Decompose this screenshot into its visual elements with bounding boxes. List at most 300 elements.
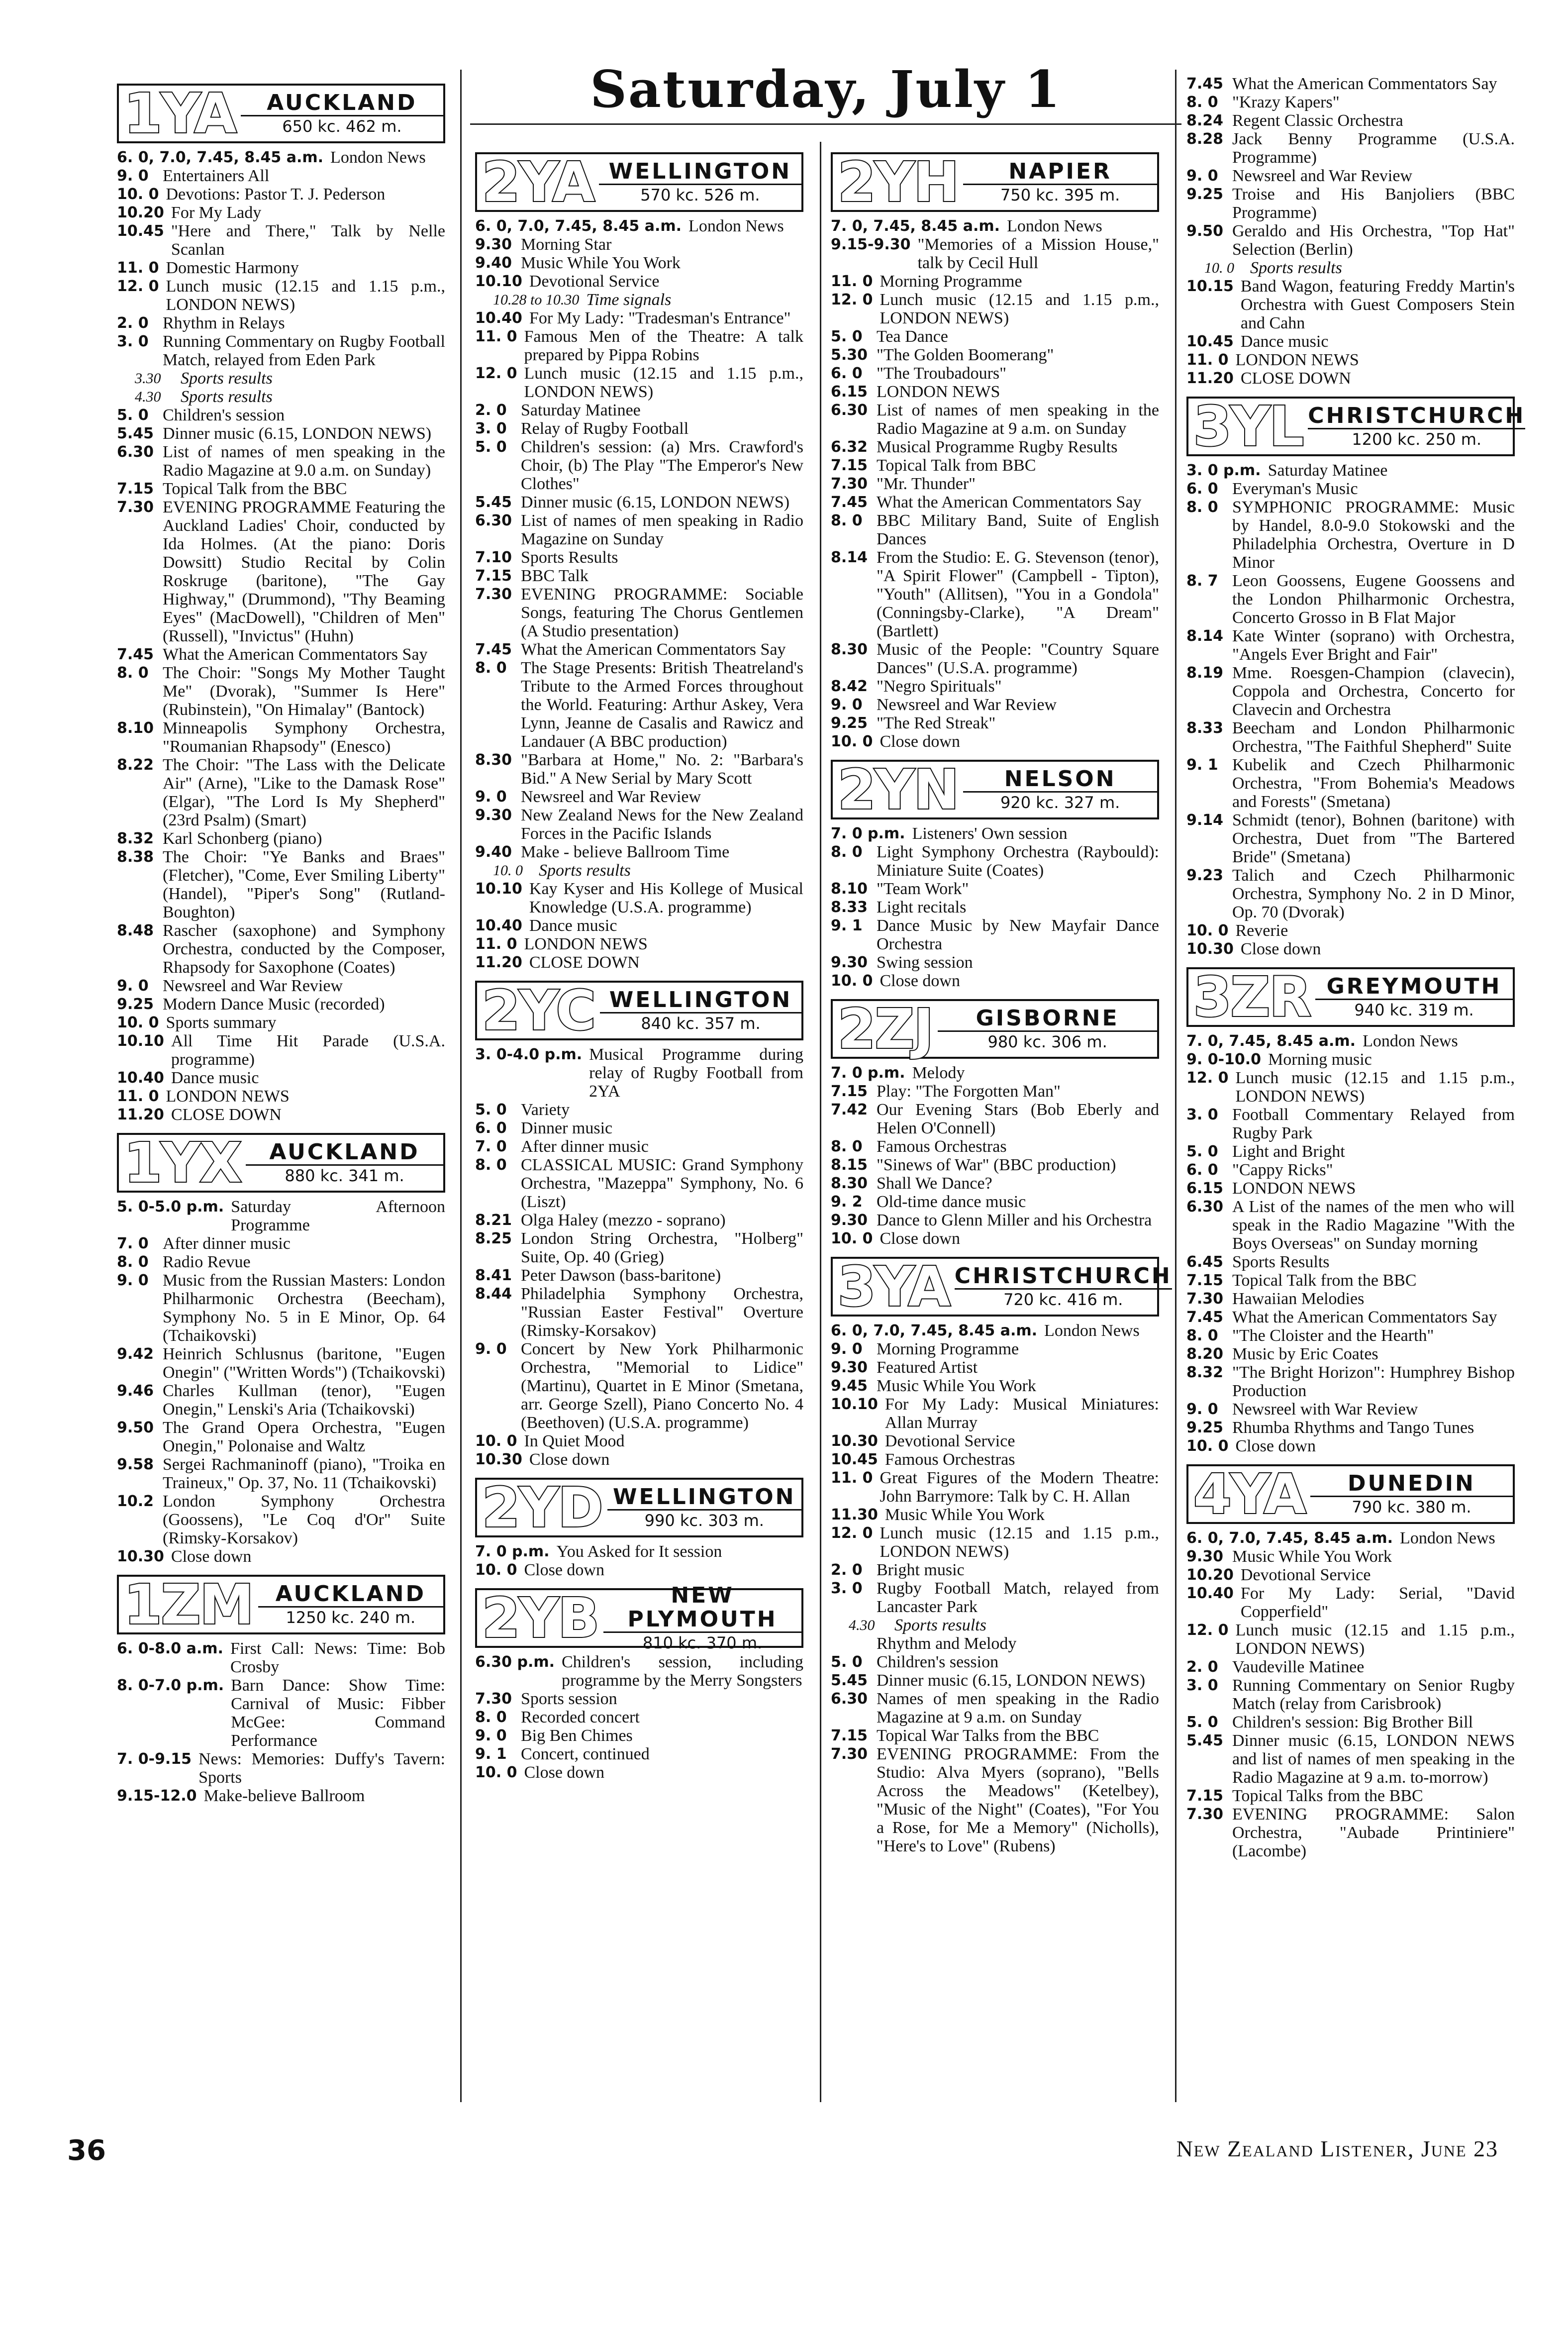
programme-description: Kate Winter (soprano) with Orchestra, "Angels Ever Bright and Fair" (1232, 627, 1515, 664)
station-call-sign: 2YA (482, 150, 594, 214)
programme-description: You Asked for It session (556, 1542, 722, 1561)
programme-time: 8.25 (475, 1230, 512, 1247)
programme-description: Topical Talk from the BBC (1232, 1271, 1417, 1290)
programme-description: Topical Talks from the BBC (1232, 1787, 1423, 1805)
programme-description: "Mr. Thunder" (877, 475, 976, 493)
programme-time: 8.44 (475, 1285, 512, 1303)
programme-description: Dinner music (6.15, LONDON NEWS) (163, 424, 432, 443)
programme-entry (831, 953, 1159, 972)
programme-time: 5.45 (831, 1672, 868, 1689)
programme-description: Children's session: Big Brother Bill (1232, 1713, 1473, 1731)
station-frequency: 790 kc. 380 m. (1310, 1496, 1513, 1517)
programme-description: Music While You Work (877, 1377, 1036, 1395)
station-header (475, 1478, 803, 1537)
programme-time: 10.40 (475, 309, 522, 327)
programme-entry (475, 1763, 803, 1782)
programme-time: 11. 0 (117, 259, 159, 277)
programme-entry (475, 1045, 803, 1101)
programme-description: "The Red Streak" (877, 714, 996, 732)
programme-entry (475, 364, 803, 401)
programme-description: Lunch music (12.15 and 1.15 p.m., LONDON NEWS) (1235, 1621, 1515, 1658)
programme-time: 3. 0 p.m. (1186, 462, 1261, 479)
programme-time: 9.30 (831, 1212, 868, 1229)
station-header (475, 1582, 803, 1652)
programme-entry (475, 1211, 803, 1229)
programme-time: 10. 0 (831, 1230, 873, 1247)
programme-time: 6. 0 (1186, 480, 1218, 498)
programme-entry (1186, 1566, 1515, 1584)
programme-time: 7.30 (475, 586, 512, 603)
programme-time: 8. 0 (1186, 499, 1218, 516)
programme-time: 10.2 (117, 1493, 154, 1510)
programme-description: Rhumba Rhythms and Tango Tunes (1232, 1419, 1474, 1437)
station-city: WELLINGTON (609, 987, 792, 1013)
programme-entry (1186, 351, 1515, 369)
programme-description: News: Memories: Duffy's Tavern: Sports (198, 1750, 445, 1787)
programme-description: CLOSE DOWN (171, 1106, 282, 1124)
programme-time: 4.30 (849, 1617, 875, 1633)
programme-entry (831, 438, 1159, 456)
programme-entry (831, 1506, 1159, 1524)
programme-time: 7.45 (831, 494, 868, 511)
programme-description: What the American Commentators Say (163, 645, 428, 664)
programme-description: Sports results (1250, 259, 1342, 277)
programme-entry (1186, 369, 1515, 388)
programme-entry (117, 995, 445, 1014)
programme-entry (1186, 866, 1515, 921)
programme-entry (117, 259, 445, 277)
programme-entry (831, 217, 1159, 235)
programme-description: Concert, continued (521, 1745, 650, 1763)
programme-description: Newsreel and War Review (877, 696, 1057, 714)
programme-description: Close down (1240, 940, 1321, 958)
programme-entry (475, 419, 803, 438)
programme-entry (831, 1340, 1159, 1358)
programme-time: 3. 0-4.0 p.m. (475, 1046, 583, 1063)
programme-description: Rascher (saxophone) and Symphony Orchestra, conducted by the Composer, Rhapsody for Saxophone (Coates) (163, 921, 445, 977)
programme-description: Entertainers All (163, 167, 270, 185)
page-number: 36 (67, 2134, 106, 2167)
programme-entry (1186, 719, 1515, 756)
programme-time: 6. 0, 7.0, 7.45, 8.45 a.m. (1186, 1529, 1393, 1547)
programme-time: 9.25 (1186, 1419, 1224, 1436)
programme-entry (831, 714, 1159, 732)
programme-entry (475, 327, 803, 364)
programme-time: 8.15 (831, 1156, 868, 1174)
programme-time: 9.25 (831, 714, 868, 732)
programme-entry (117, 480, 445, 498)
programme-time: 7. 0, 7.45, 8.45 a.m. (1186, 1032, 1356, 1050)
programme-entry (1186, 1787, 1515, 1805)
programme-time: 8.28 (1186, 130, 1224, 148)
programme-entry (475, 1432, 803, 1450)
programme-time: 10. 0 (1204, 260, 1234, 276)
programme-entry (117, 1419, 445, 1455)
programme-time: 8. 0 (1186, 94, 1218, 111)
programme-time: 10. 0 (475, 1432, 517, 1450)
programme-time: 10.30 (117, 1548, 164, 1565)
programme-time: 9.58 (117, 1456, 154, 1473)
programme-entry (475, 291, 803, 309)
programme-description: Lunch music (12.15 and 1.15 p.m., LONDON NEWS) (1235, 1069, 1515, 1106)
programme-description: Rugby Football Match, relayed from Lancaster Park (877, 1579, 1159, 1616)
programme-description: Dance Music by New Mayfair Dance Orchestra (877, 916, 1159, 953)
programme-time: 10.30 (831, 1432, 878, 1450)
programme-description: Lunch music (12.15 and 1.15 p.m., LONDON NEWS) (880, 1524, 1159, 1561)
programme-time: 2. 0 (475, 402, 507, 419)
programme-description: Sports summary (166, 1014, 277, 1032)
programme-entry (831, 1229, 1159, 1248)
programme-time: 9.23 (1186, 867, 1224, 884)
programme-description: Music from the Russian Masters: London Philharmonic Orchestra (Beecham), Symphony No. 5 in E Minor, Op. 64 (Tchaikovski) (163, 1271, 445, 1345)
programme-time: 10. 0 (117, 1014, 159, 1031)
programme-time: 10.30 (1186, 940, 1234, 958)
station-city: WELLINGTON (608, 158, 792, 184)
programme-time: 7.15 (117, 480, 154, 498)
programme-entry (117, 1492, 445, 1547)
programme-entry (831, 972, 1159, 990)
programme-time: 7.15 (831, 457, 868, 474)
programme-description: The Choir: "Songs My Mother Taught Me" (Dvorak), "Summer Is Here" (Rubinstein), "On Himalay" (Bantock) (163, 664, 445, 719)
programme-description: Music While You Work (1232, 1547, 1392, 1566)
programme-description: All Time Hit Parade (U.S.A. programme) (171, 1032, 445, 1069)
programme-time: 10.10 (475, 273, 522, 290)
programme-description: Music by Eric Coates (1232, 1345, 1378, 1363)
station-frequency: 990 kc. 303 m. (607, 1509, 802, 1530)
programme-description: Kay Kyser and His Kollege of Musical Knowledge (U.S.A. programme) (529, 880, 803, 916)
station-info (1308, 404, 1525, 449)
programme-description: Concert by New York Philharmonic Orchestra, "Memorial to Lidice" (Martinu), Quartet in E Minor (Smetana, arr. George Szell), Piano Concerto No. 4 (Beethoven) (U.S.A. programme) (521, 1340, 803, 1432)
programme-description: BBC Military Band, Suite of English Dances (877, 511, 1159, 548)
programme-entry (475, 1340, 803, 1432)
station-info (1315, 975, 1513, 1020)
programme-entry (831, 272, 1159, 291)
station-frequency: 650 kc. 462 m. (241, 115, 443, 136)
programme-description: Running Commentary on Rugby Football Match, relayed from Eden Park (163, 332, 445, 369)
programme-time: 8. 7 (1186, 572, 1218, 590)
programme-description: Listeners' Own session (912, 824, 1068, 843)
programme-time: 10.10 (117, 1032, 164, 1050)
programme-entry (117, 443, 445, 480)
programme-description: EVENING PROGRAMME: Sociable Songs, featuring The Chorus Gentlemen (A Studio presentation) (521, 585, 803, 640)
programme-time: 10.40 (117, 1069, 164, 1087)
programme-time: 4.30 (135, 389, 161, 405)
programme-entry (1186, 1658, 1515, 1676)
programme-description: Children's session (877, 1653, 999, 1671)
programme-entry (831, 824, 1159, 843)
programme-entry (475, 438, 803, 493)
programme-description: Newsreel with War Review (1232, 1400, 1418, 1419)
programme-entry (1186, 75, 1515, 93)
station-frequency: 720 kc. 416 m. (955, 1288, 1172, 1310)
programme-time: 8.33 (1186, 719, 1224, 737)
programme-entry (831, 1321, 1159, 1340)
programme-entry (475, 1653, 803, 1690)
programme-time: 9. 0 (117, 1272, 149, 1289)
programme-time: 9.46 (117, 1382, 154, 1400)
programme-description: Newsreel and War Review (521, 788, 701, 806)
programme-entry (831, 1726, 1159, 1745)
programme-description: Morning Programme (880, 272, 1022, 291)
programme-time: 7.30 (1186, 1290, 1224, 1308)
station-header (831, 152, 1159, 212)
programme-time: 11. 0 (475, 935, 517, 953)
programme-entry (1186, 1106, 1515, 1142)
programme-time: 7.45 (117, 646, 154, 663)
programme-entry (831, 1616, 1159, 1634)
programme-entry (475, 1119, 803, 1137)
programme-time: 8.42 (831, 678, 868, 695)
programme-entry (117, 1676, 445, 1750)
programme-description: London News (330, 148, 426, 167)
programme-description: Sports session (521, 1690, 617, 1708)
programme-time: 8.30 (475, 751, 512, 769)
programme-entry (475, 1285, 803, 1340)
programme-entry (475, 880, 803, 916)
programme-description: Great Figures of the Modern Theatre: John Barrymore: Talk by C. H. Allan (880, 1469, 1159, 1506)
programme-time: 9.40 (475, 843, 512, 861)
programme-time: 7.30 (117, 499, 154, 516)
programme-entry (117, 1455, 445, 1492)
programme-time: 6. 0 (475, 1119, 507, 1137)
programme-entry (831, 1671, 1159, 1690)
programme-time: 11. 0 (831, 1469, 873, 1487)
programme-entry (1186, 1437, 1515, 1455)
column-4 (1186, 75, 1526, 1860)
programme-entry (117, 848, 445, 921)
programme-entry (1186, 167, 1515, 185)
programme-time: 8. 0-7.0 p.m. (117, 1677, 224, 1694)
programme-description: Close down (1235, 1437, 1316, 1455)
programme-entry (831, 235, 1159, 272)
programme-time: 10. 0 (1186, 1437, 1229, 1455)
programme-description: Modern Dance Music (recorded) (163, 995, 385, 1014)
station-header (831, 760, 1159, 819)
programme-description: "Barbara at Home," No. 2: "Barbara's Bid." A New Serial by Mary Scott (521, 751, 803, 788)
station-city: WELLINGTON (613, 1484, 796, 1510)
programme-description: Musical Programme during relay of Rugby Football from 2YA (589, 1045, 803, 1101)
programme-entry (475, 1690, 803, 1708)
programme-description: "Team Work" (877, 880, 969, 898)
station-call-sign: 2ZJ (838, 997, 933, 1061)
programme-time: 9. 0 (1186, 1401, 1218, 1418)
programme-description: Football Commentary Relayed from Rugby Park (1232, 1106, 1515, 1142)
programme-time: 8.19 (1186, 664, 1224, 682)
programme-description: Variety (521, 1101, 570, 1119)
programme-entry (1186, 1731, 1515, 1787)
programme-entry (831, 898, 1159, 916)
programme-description: Dance music (1240, 332, 1329, 351)
programme-time: 10. 0 (493, 862, 523, 879)
programme-time: 7.30 (1186, 1806, 1224, 1823)
station-header (475, 152, 803, 212)
programme-description: What the American Commentators Say (877, 493, 1142, 511)
programme-entry (117, 977, 445, 995)
programme-time: 8.10 (831, 880, 868, 898)
programme-entry (117, 756, 445, 829)
programme-description: Radio Revue (163, 1253, 251, 1271)
programme-description: Light and Bright (1232, 1142, 1345, 1161)
programme-entry (475, 640, 803, 659)
programme-description: Dance music (171, 1069, 259, 1087)
programme-time: 7.45 (1186, 1309, 1224, 1326)
programme-entry (831, 1469, 1159, 1506)
programme-time: 9.50 (117, 1419, 154, 1436)
programme-time: 11. 0 (831, 273, 873, 290)
programme-entry (1186, 461, 1515, 480)
station-city: AUCKLAND (275, 1581, 426, 1607)
programme-time: 6.30 (831, 402, 868, 419)
programme-entry (1186, 1253, 1515, 1271)
programme-entry (831, 548, 1159, 640)
programme-description: Devotions: Pastor T. J. Pederson (166, 185, 386, 203)
programme-description: Light recitals (877, 898, 967, 916)
programme-description: For My Lady: Serial, "David Copperfield" (1240, 1584, 1515, 1621)
programme-time: 3. 0 (1186, 1106, 1218, 1123)
programme-description: Topical War Talks from the BBC (877, 1726, 1099, 1745)
station-info (938, 1007, 1157, 1052)
programme-entry (1186, 1069, 1515, 1106)
station-call-sign: 2YB (482, 1586, 599, 1650)
programme-entry (475, 567, 803, 585)
programme-time: 9.25 (1186, 186, 1224, 203)
programme-time: 7.45 (475, 641, 512, 658)
programme-description: LONDON NEWS (166, 1087, 290, 1106)
station-header (117, 84, 445, 143)
programme-entry (475, 659, 803, 751)
programme-time: 9.45 (831, 1377, 868, 1395)
station-header (1186, 967, 1515, 1027)
programme-time: 5. 0-5.0 p.m. (117, 1198, 224, 1216)
programme-entry (1186, 664, 1515, 719)
programme-entry (475, 843, 803, 861)
programme-entry (1186, 1179, 1515, 1198)
programme-entry (117, 1087, 445, 1106)
programme-entry (475, 788, 803, 806)
programme-entry (475, 953, 803, 972)
publication-footer: New Zealand Listener, June 23 (1176, 2136, 1498, 2161)
programme-description: First Call: News: Time: Bob Crosby (230, 1639, 445, 1676)
programme-time: 7.15 (1186, 1787, 1224, 1805)
programme-time: 7. 0, 7.45, 8.45 a.m. (831, 217, 1000, 235)
programme-entry (117, 1032, 445, 1069)
programme-time: 11.30 (831, 1506, 878, 1523)
programme-description: Rhythm in Relays (163, 314, 285, 332)
programme-description: CLOSE DOWN (1240, 369, 1351, 388)
programme-entry (1186, 921, 1515, 940)
programme-description: A List of the names of the men who will speak in the Radio Magazine "With the Boys Overseas" on Sunday morning (1232, 1198, 1515, 1253)
programme-time: 3. 0 (117, 333, 149, 350)
programme-entry (1186, 1547, 1515, 1566)
programme-time: 8. 0 (831, 1138, 863, 1155)
programme-entry (1186, 940, 1515, 958)
programme-time: 5. 0 (1186, 1143, 1218, 1160)
station-city: GREYMOUTH (1326, 973, 1502, 999)
programme-time: 3. 0 (831, 1580, 863, 1597)
programme-description: Running Commentary on Senior Rugby Match (relay from Carisbrook) (1232, 1676, 1515, 1713)
programme-entry (1186, 130, 1515, 167)
programme-time: 9. 0 (475, 1340, 507, 1358)
programme-entry (117, 185, 445, 203)
programme-description: Shall We Dance? (877, 1174, 992, 1193)
programme-entry (117, 1639, 445, 1676)
programme-description: After dinner music (163, 1234, 291, 1253)
programme-entry (831, 291, 1159, 327)
programme-description: The Choir: "Ye Banks and Braes" (Fletcher), "Come, Ever Smiling Liberty" (Handel), "Piper's Song" (Rutland-Boughton) (163, 848, 445, 921)
programme-entry (475, 309, 803, 327)
programme-description: "The Troubadours" (877, 364, 1007, 383)
programme-entry (1186, 1805, 1515, 1860)
programme-entry (117, 829, 445, 848)
programme-description: London Symphony Orchestra (Goossens), "Le Coq d'Or" Suite (Rimsky-Korsakov) (163, 1492, 445, 1547)
programme-description: CLASSICAL MUSIC: Grand Symphony Orchestra, "Mazeppa" Symphony, No. 6 (Liszt) (521, 1156, 803, 1211)
programme-time: 5.45 (117, 425, 154, 442)
programme-time: 7.15 (1186, 1272, 1224, 1289)
programme-description: Leon Goossens, Eugene Goossens and the London Philharmonic Orchestra, Concerto Grosso in B Flat Major (1232, 572, 1515, 627)
programme-description: London String Orchestra, "Holberg" Suite, Op. 40 (Grieg) (521, 1229, 803, 1266)
station-header (475, 981, 803, 1040)
programme-time: 10.45 (1186, 333, 1234, 350)
programme-entry (1186, 332, 1515, 351)
programme-description: Jack Benny Programme (U.S.A. Programme) (1232, 130, 1515, 167)
programme-description: Sports results (181, 369, 273, 388)
programme-description: What the American Commentators Say (1232, 75, 1497, 93)
programme-entry (1186, 1032, 1515, 1050)
programme-time: 12. 0 (117, 278, 159, 295)
programme-description: Light Symphony Orchestra (Raybould): Miniature Suite (Coates) (877, 843, 1159, 880)
programme-description: Reverie (1235, 921, 1288, 940)
column-rule (1175, 70, 1176, 2102)
programme-time: 7.15 (831, 1083, 868, 1100)
station-frequency: 1200 kc. 250 m. (1308, 428, 1525, 449)
programme-time: 7. 0 p.m. (831, 1064, 905, 1082)
programme-description: Morning Programme (877, 1340, 1019, 1358)
programme-description: "Cappy Ricks" (1232, 1161, 1333, 1179)
station-city: NELSON (1004, 766, 1116, 792)
programme-description: Make-believe Ballroom (203, 1787, 365, 1805)
station-frequency: 880 kc. 341 m. (246, 1164, 443, 1186)
programme-description: Dinner music (6.15, LONDON NEWS) (521, 493, 790, 511)
programme-description: Devotional Service (1240, 1566, 1371, 1584)
programme-description: LONDON NEWS (524, 935, 648, 953)
programme-description: Rhythm and Melody (877, 1634, 1017, 1653)
programme-entry (475, 1137, 803, 1156)
programme-entry (1186, 1326, 1515, 1345)
programme-entry (117, 424, 445, 443)
programme-description: Saturday Matinee (1268, 461, 1388, 480)
programme-description: Close down (524, 1763, 604, 1782)
programme-description: Sports results (539, 861, 631, 880)
programme-description: Bright music (877, 1561, 965, 1579)
programme-time: 10. 0 (831, 733, 873, 750)
programme-time: 9. 0 (831, 1340, 863, 1358)
programme-time: 7.30 (475, 1690, 512, 1708)
programme-description: Tea Dance (877, 327, 948, 346)
programme-entry (1186, 756, 1515, 811)
programme-time: 12. 0 (475, 365, 517, 382)
station-frequency: 1250 kc. 240 m. (258, 1606, 443, 1627)
programme-entry (475, 254, 803, 272)
programme-entry (475, 1708, 803, 1726)
programme-description: Devotional Service (529, 272, 660, 291)
station-info (963, 767, 1157, 812)
programme-time: 10.45 (831, 1451, 878, 1468)
programme-description: List of names of men speaking in the Radio Magazine at 9 a.m. on Sunday (877, 401, 1159, 438)
programme-description: Children's session: (a) Mrs. Crawford's Choir, (b) The Play "The Emperor's New Clothes" (521, 438, 803, 493)
programme-entry (117, 314, 445, 332)
programme-entry (831, 1561, 1159, 1579)
programme-entry (831, 732, 1159, 751)
